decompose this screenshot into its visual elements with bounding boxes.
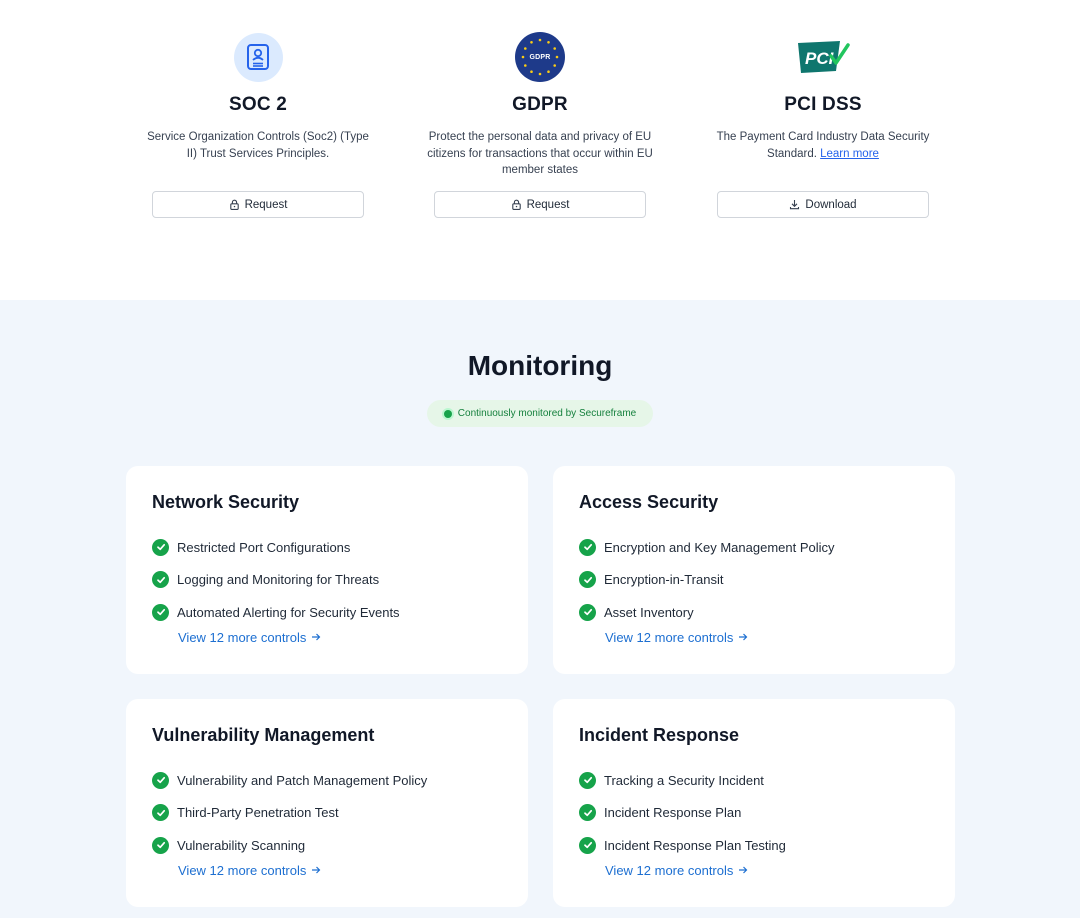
list-item (152, 531, 400, 564)
cert-title: GDPR (512, 94, 568, 115)
check-circle-icon (152, 837, 169, 854)
learn-more-link[interactable]: Learn more (820, 147, 879, 160)
control-label: Restricted Port Configurations (177, 539, 351, 555)
badge-text: Continuously monitored by Secureframe (457, 408, 637, 419)
check-circle-icon (579, 539, 596, 556)
card-title: Vulnerability Management (152, 725, 375, 745)
arrow-right-icon (311, 630, 321, 645)
check-circle-icon (579, 837, 596, 854)
badge-document-icon (234, 33, 283, 82)
cert-soc2 (116, 0, 400, 240)
monitoring-title: Monitoring (467, 350, 613, 381)
cert-description-text: The Payment Card Industry Data Security Standard. (716, 131, 930, 160)
view-more-controls-link[interactable] (178, 863, 321, 878)
gdpr-logo-text: GDPR (529, 53, 551, 61)
card-access-security (553, 466, 955, 674)
list-item (579, 531, 835, 564)
arrow-right-icon (738, 863, 748, 878)
list-item (579, 764, 786, 797)
list-item (152, 829, 427, 862)
lock-icon (511, 199, 522, 210)
control-label: Asset Inventory (604, 604, 694, 620)
list-item (152, 596, 400, 629)
cert-description: Service Organization Controls (Soc2) (Type II) Trust Services Principles. (147, 131, 369, 160)
check-circle-icon (152, 539, 169, 556)
control-label: Incident Response Plan (604, 805, 742, 821)
view-more-controls-link[interactable] (605, 863, 748, 878)
control-label: Vulnerability and Patch Management Policy (177, 772, 428, 788)
list-item (579, 797, 786, 830)
cert-description (708, 129, 938, 181)
check-circle-icon (152, 604, 169, 621)
check-circle-icon (579, 804, 596, 821)
check-circle-icon (152, 571, 169, 588)
card-title: Access Security (579, 492, 719, 512)
eu-stars-icon (515, 32, 565, 82)
card-vulnerability-management (126, 699, 528, 907)
compliance-section (0, 0, 1080, 300)
button-label: Download (805, 198, 857, 211)
list-item (579, 564, 835, 597)
lock-icon (229, 199, 240, 210)
status-dot-icon (444, 410, 452, 418)
control-label: Tracking a Security Incident (604, 772, 764, 788)
link-label: View 12 more controls (178, 863, 307, 878)
gdpr-logo (515, 32, 565, 82)
check-circle-icon (152, 804, 169, 821)
control-label: Vulnerability Scanning (177, 837, 306, 853)
control-label: Incident Response Plan Testing (604, 837, 786, 853)
card-network-security (126, 466, 528, 674)
list-item (152, 564, 400, 597)
card-title: Incident Response (579, 725, 740, 745)
arrow-right-icon (738, 630, 748, 645)
list-item (579, 829, 786, 862)
cert-pci-dss (681, 0, 965, 240)
control-label: Encryption-in-Transit (604, 572, 724, 588)
control-label: Logging and Monitoring for Threats (177, 572, 380, 588)
card-incident-response (553, 699, 955, 907)
check-circle-icon (579, 772, 596, 789)
link-label: View 12 more controls (605, 630, 734, 645)
arrow-right-icon (311, 863, 321, 878)
control-label: Encryption and Key Management Policy (604, 539, 835, 555)
download-icon (789, 199, 800, 210)
button-label: Request (526, 198, 570, 211)
list-item (152, 797, 427, 830)
check-circle-icon (579, 604, 596, 621)
monitoring-section (0, 300, 1080, 918)
control-label: Third-Party Penetration Test (177, 805, 339, 821)
cert-title: SOC 2 (228, 94, 288, 115)
button-label: Request (244, 198, 288, 211)
svg-text:PCI: PCI (805, 49, 834, 68)
link-label: View 12 more controls (605, 863, 734, 878)
link-label: View 12 more controls (178, 630, 307, 645)
card-title: Network Security (152, 492, 300, 512)
gdpr-request-button[interactable] (434, 191, 646, 218)
controls-list (152, 764, 427, 862)
view-more-controls-link[interactable] (605, 630, 748, 645)
control-label: Automated Alerting for Security Events (177, 604, 400, 620)
pci-check-icon (796, 37, 850, 77)
cert-title: PCI DSS (784, 94, 862, 115)
monitoring-status-badge (427, 400, 653, 427)
soc2-request-button[interactable] (152, 191, 364, 218)
cert-gdpr (398, 0, 682, 240)
view-more-controls-link[interactable] (178, 630, 321, 645)
controls-list (152, 531, 400, 629)
pci-logo (798, 32, 848, 82)
pci-download-button[interactable] (717, 191, 929, 218)
list-item (152, 764, 427, 797)
controls-list (579, 531, 835, 629)
list-item (579, 596, 835, 629)
controls-list (579, 764, 786, 862)
check-circle-icon (152, 772, 169, 789)
soc2-logo (233, 32, 283, 82)
check-circle-icon (579, 571, 596, 588)
cert-description: Protect the personal data and privacy of EU citizens for transactions that occur within EU member states (427, 131, 653, 176)
